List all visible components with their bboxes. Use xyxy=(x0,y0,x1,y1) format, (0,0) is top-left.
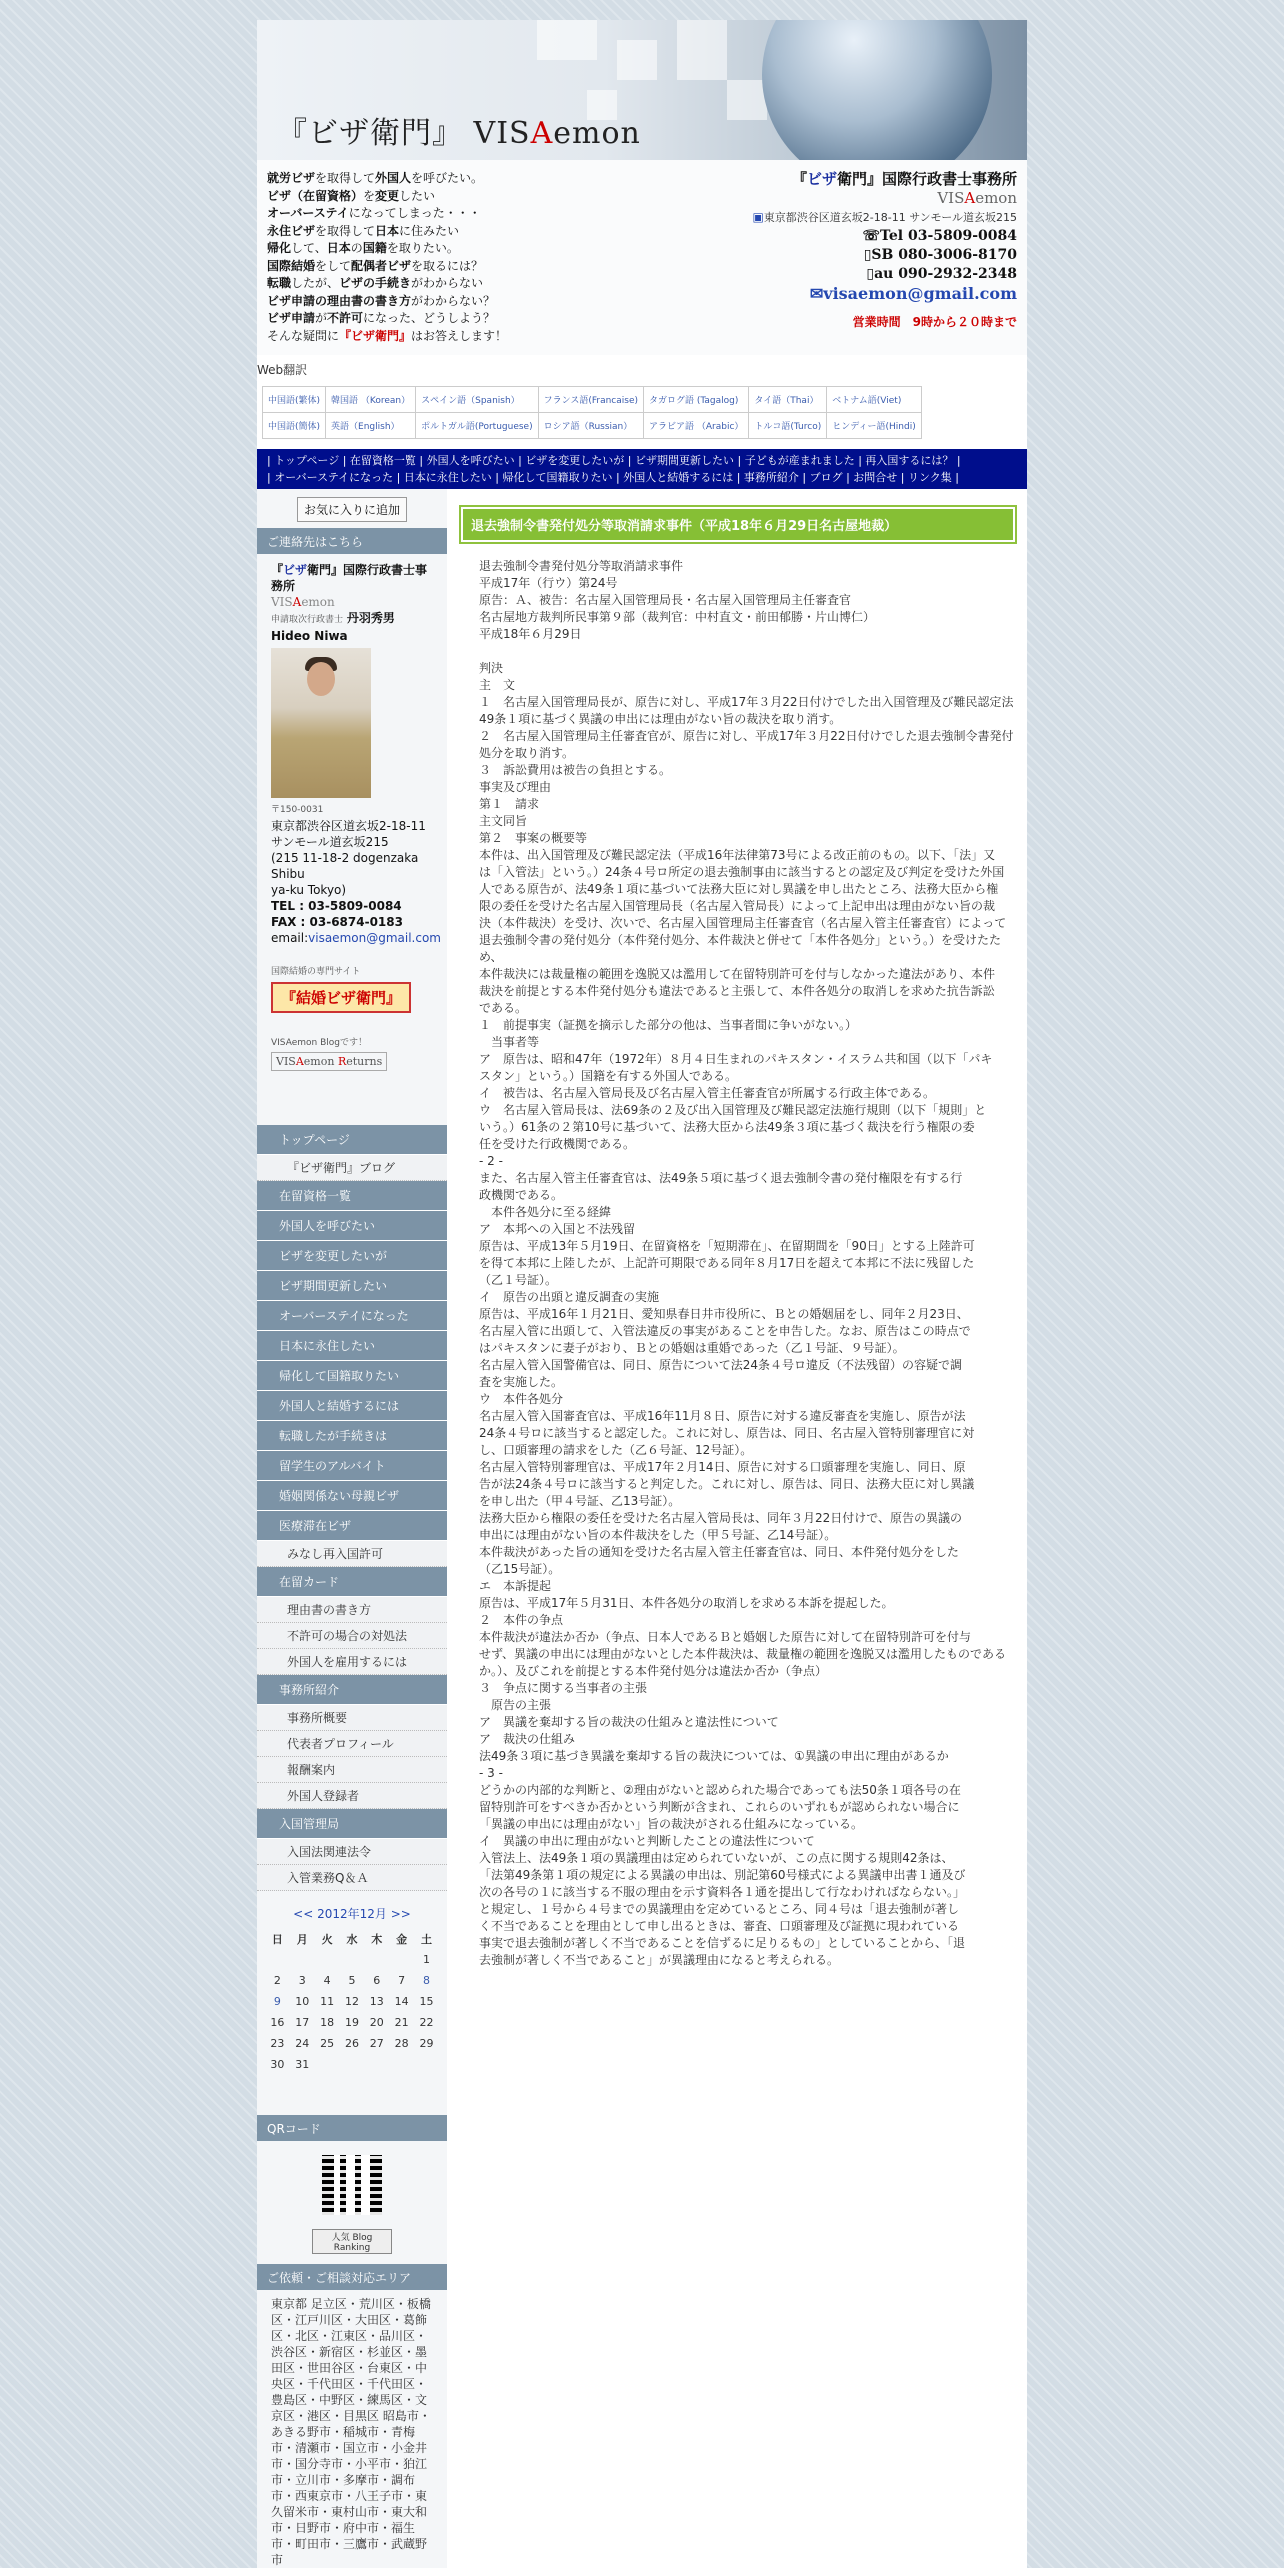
calendar-day: 20 xyxy=(369,2016,384,2029)
sidebar-menu-heading[interactable]: 外国人と結婚するには xyxy=(257,1391,447,1421)
calendar-day: 27 xyxy=(369,2037,384,2050)
sidebar-menu-heading[interactable]: 帰化して国籍取りたい xyxy=(257,1361,447,1391)
article-title-box xyxy=(459,505,1017,544)
web-translate-label: Web翻訳 xyxy=(257,363,308,377)
sidebar-menu-item[interactable]: 外国人を雇用するには xyxy=(257,1649,447,1675)
sidebar-menu-heading[interactable]: 入国管理局 xyxy=(257,1809,447,1839)
calendar xyxy=(265,1905,439,2075)
page xyxy=(257,20,1027,2568)
intro-text: 転職 xyxy=(267,276,292,290)
intro-text: になってしまった・・・ xyxy=(348,206,481,220)
intro-line xyxy=(267,275,717,293)
calendar-day: 1 xyxy=(423,1953,431,1966)
language-link[interactable]: ロシア語（Russian） xyxy=(538,413,643,439)
contact-address-0: 東京都渋谷区道玄坂2-18-11 xyxy=(271,819,426,833)
intro-text: そんな疑問に xyxy=(267,328,340,343)
sidebar-menu-heading[interactable]: 婚姻関係ない母親ビザ xyxy=(257,1481,447,1511)
sidebar-menu-heading[interactable]: 転職したが手続きは xyxy=(257,1421,447,1451)
site-title[interactable]: 『ビザ衛門』 VISAemon xyxy=(277,116,641,151)
sidebar-menu-heading[interactable]: トップページ xyxy=(257,1125,447,1155)
calendar-day: 22 xyxy=(419,2016,434,2029)
contact-zip: 〒150-0031 xyxy=(271,805,324,815)
service-area-text: 東京都 足立区・荒川区・板橋区・江戸川区・大田区・葛飾区・北区・江東区・品川区・渋谷区・新宿区・杉並区・墨田区・世田谷区・台東区・中央区・千代田区・千代田区・豊島区・中野区・練馬区・文京区・港区・目黒区 昭島市・あきる野市・稲城市・青梅市・清瀬市・国立市・小金井市・国分寺市・小平市・狛江市・立川市・多摩市・調布市・西東京市・八王子市・東久留米市・東村山市・東大和市・日野市・府中市・福生市・町田市・三鷹市・武蔵野市 xyxy=(271,2297,431,2567)
article-paragraph: 退去強制令書発付処分等取消請求事件 平成17年（行ウ）第24号 原告：Ａ、被告：名古屋入国管理局長・名古屋入国管理局主任審査官 名古屋地方裁判所民事第９部（裁判官：中村直文・前田郁勝・片山博仁） 平成18年６月29日 xyxy=(479,559,876,641)
intro-text: を取るには？ xyxy=(411,258,484,273)
mail-icon: ✉ xyxy=(809,284,824,303)
representative-photo xyxy=(271,648,371,798)
calendar-day: 31 xyxy=(295,2058,310,2071)
nav-line-2[interactable]: | オーバーステイになった | 日本に永住したい | 帰化して国籍取りたい | 外国人と結婚するには | 事務所紹介 | ブログ | お問合せ | リンク集 | xyxy=(267,471,959,484)
language-link[interactable]: タガログ語 (Tagalog) xyxy=(644,387,749,413)
intro-text: 不許可 xyxy=(327,311,364,325)
calendar-caption[interactable]: << 2012年12月 >> xyxy=(293,1907,411,1921)
intro-text: 帰化 xyxy=(267,241,292,255)
calendar-day xyxy=(315,2054,340,2075)
calendar-weekday: 日 xyxy=(271,1932,283,1946)
intro-text: をして xyxy=(315,258,352,273)
calendar-day: 24 xyxy=(295,2037,310,2050)
intro-text: 就労ビザ xyxy=(267,171,316,185)
calendar-day: 29 xyxy=(419,2037,434,2050)
article-body xyxy=(465,558,1017,1969)
contact-address-1: サンモール道玄坂215 xyxy=(271,835,389,849)
language-link[interactable]: ポルトガル語(Portuguese) xyxy=(416,413,538,439)
intro-line xyxy=(267,258,717,276)
intro-text: に住みたい xyxy=(399,223,460,238)
intro-section xyxy=(257,160,1027,355)
intro-text: したが、 xyxy=(291,276,340,290)
language-link[interactable]: 韓国語 （Korean） xyxy=(326,387,416,413)
calendar-day xyxy=(340,1949,365,1970)
intro-line xyxy=(267,223,717,241)
intro-text: はお答えします！ xyxy=(411,328,508,343)
sidebar-menu-heading[interactable]: 在留資格一覧 xyxy=(257,1181,447,1211)
calendar-day xyxy=(290,1949,315,1970)
sidebar-menu-item[interactable]: 報酬案内 xyxy=(257,1757,447,1783)
language-links xyxy=(262,386,922,439)
sidebar-menu-heading[interactable]: 日本に永住したい xyxy=(257,1331,447,1361)
article-paragraph: 判決 主 文 １ 名古屋入国管理局長が、原告に対し、平成17年３月22日付けでした出入国管理及び難民認定法 49条１項に基づく異議の申出には理由がない旨の裁決を取り消す。 ２ 名古屋入国管理局主任審査官が、原告に対し、平成17年３月22日付けでした退去強制令書発付 処分を取り消す。 ３ 訴訟費用は被告の負担とする。 事実及び理由 第１ 請求 主文同旨 第２ 事案の概要等 本件は、出入国管理及び難民認定法（平成16年法律第73号による改正前のもの。以下、「法」又 は「入管法」という。）24条４号ロ所定の退去強制事由に該当するとの認定及び判定を受けた外国 人である原告が、法49条１項に基づいて法務大臣に対し異議を申し出たところ、法務大臣から権 限の委任を受けた名古屋入国管理局長（名古屋入管局長）によって上記申出は理由がない旨の裁 決（本件裁決）を受け、次いで、名古屋入国管理局主任審査官（名古屋入管主任審査官）によって 退去強制令書の発付処分（本件発付処分、本件裁決と併せて「本件各処分」という。）を受けたため、 本件裁決には裁量権の範囲を逸脱又は濫用して在留特別許可を付与しなかった違法があり、本件 裁決を前提とする本件発付処分も違法であると主張して、本件各処分の取消しを求めた抗告訴訟 である。 １ 前提事実（証拠を摘示した部分の他は、当事者間に争いがない。） 当事者等 ア 原告は、昭和47年（1972年）８月４日生まれのパキスタン・イスラム共和国（以下「パキ スタン」という。）国籍を有する外国人である。 イ 被告は、名古屋入管局長及び名古屋入管主任審査官が所属する行政主体である。 ウ 名古屋入管局長は、法69条の２及び出入国管理及び難民認定法施行規則（以下「規則」と いう。）61条の２第10号に基づいて、法務大臣から法49条３項に基づく裁決を行う権限の委 任を受けた行政機関である。 - 2 - また、名古屋入管主任審査官は、法49条５項に基づく退去強制令書の発付権限を有する行 政機関である。 本件各処分に至る経緯 ア 本邦への入国と不法残留 原告は、平成13年５月19日、在留資格を「短期滞在」、在留期間を「90日」とする上陸許可 を得て本邦に上陸したが、上記許可期限である同年８月17日を超えて本邦に不法に残留した （乙１号証）。 イ 原告の出頭と違反調査の実施 原告は、平成16年１月21日、愛知県春日井市役所に、Ｂとの婚姻届をし、同年２月23日、 名古屋入管に出頭して、入管法違反の事実があることを申告した。なお、原告はこの時点で はパキスタンに妻子がおり、Ｂとの婚姻は重婚であった（乙１号証、９号証）。 名古屋入管入国警備官は、同日、原告について法24条４号ロ違反（不法残留）の容疑で調 査を実施した。 ウ 本件各処分 名古屋入管入国審査官は、平成16年11月８日、原告に対する違反審査を実施し、原告が法 24条４号ロに該当すると認定した。これに対し、原告は、同日、名古屋入管特別審理官に対 し、口頭審理の請求をした（乙６号証、12号証）。 名古屋入管特別審理官は、平成17年２月14日、原告に対する口頭審理を実施し、同日、原 告が法24条４号ロに該当すると判定した。これに対し、原告は、同日、法務大臣に対し異議 を申し出た（甲４号証、乙13号証）。 法務大臣から権限の委任を受けた名古屋入管局長は、同年３月22日付けで、原告の異議の 申出には理由がない旨の本件裁決をした（甲５号証、乙14号証）。 本件裁決があった旨の通知を受けた名古屋入管主任審査官は、同日、本件発付処分をした （乙15号証）。 エ 本訴提起 原告は、平成17年５月31日、本件各処分の取消しを求める本訴を提起した。 ２ 本件の争点 本件裁決が違法か否か（争点、日本人であるＢと婚姻した原告に対して在留特別許可を付与 せず、異議の申出には理由がないとした本件裁決は、裁量権の範囲を逸脱又は濫用したものである か。）、及びこれを前提とする本件発付処分は違法か否か（争点） ３ 争点に関する当事者の主張 原告の主張 ア 異議を棄却する旨の裁決の仕組みと違法性について ア 裁決の仕組み 法49条３項に基づき異議を棄却する旨の裁決については、①異議の申出に理由があるか - 3 - どうかの内部的な判断と、②理由がないと認められた場合であっても法50条１項各号の在 留特別許可をすべきか否かという判断が含まれ、これらのいずれもが認められない場合に 「異議の申出には理由がない」旨の裁決がされる仕組みになっている。 イ 異議の申出に理由がないと判断したことの違法性について 入管法上、法49条１項の異議理由は定められていないが、この点に関する規則42条は、 「法第49条第１項の規定による異議の申出は、別記第60号様式による異議申出書１通及び 次の各号の１に該当する不服の理由を示す資料各１通を提出して行なわければならない。」 と規定し、１号から４号までの異議理由を定めているところ、同４号は「退去強制が著し く不当であることを理由として申し出るときは、審査、口頭審理及び証拠に現われている 事実で退去強制が著しく不当であることを信ずるに足りるもの」としていることから、「退 去強制が著しく不当であること」が異議理由になると考えられる。 xyxy=(479,661,1014,1967)
calendar-day: 28 xyxy=(394,2037,409,2050)
sidebar-menu-heading[interactable]: オーバーステイになった xyxy=(257,1301,447,1331)
intro-text: して、 xyxy=(291,241,327,255)
calendar-day: 11 xyxy=(320,1995,335,2008)
blog-banner[interactable]: VISAemon Returns xyxy=(271,1052,387,1071)
sidebar-menu-item[interactable]: 入国法関連法令 xyxy=(257,1839,447,1865)
contact-email-link[interactable]: visaemon@gmail.com xyxy=(308,931,441,945)
intro-line xyxy=(267,170,717,188)
calendar-day: 13 xyxy=(369,1995,384,2008)
intro-text: がわからない xyxy=(411,276,484,290)
add-favorite-button[interactable]: お気に入りに追加 xyxy=(297,497,407,522)
calendar-weekday: 金 xyxy=(396,1932,408,1946)
calendar-day[interactable]: 8 xyxy=(423,1974,431,1987)
sidebar-menu-heading[interactable]: ビザを変更したいが xyxy=(257,1241,447,1271)
language-link[interactable]: フランス語(Francaise) xyxy=(538,387,643,413)
language-link[interactable]: スペイン語（Spanish） xyxy=(416,387,538,413)
calendar-weekday: 土 xyxy=(421,1932,433,1946)
intro-text: を xyxy=(363,188,376,203)
calendar-day: 19 xyxy=(344,2016,359,2029)
language-link[interactable]: 中国語(簡体) xyxy=(263,413,326,439)
calendar-day[interactable]: 9 xyxy=(273,1995,281,2008)
main-content xyxy=(447,489,1027,2568)
calendar-day: 30 xyxy=(270,2058,285,2071)
company-tel: ☏Tel 03-5809-0084 xyxy=(862,228,1017,244)
intro-line xyxy=(267,310,717,328)
sidebar-menu-item[interactable]: 外国人登録者 xyxy=(257,1783,447,1809)
calendar-day xyxy=(389,1949,414,1970)
calendar-day xyxy=(340,2054,365,2075)
calendar-day xyxy=(315,1949,340,1970)
calendar-day: 4 xyxy=(323,1974,331,1987)
calendar-weekday: 水 xyxy=(346,1932,358,1946)
company-name: 『ビザ衛門』国際行政書士事務所 xyxy=(791,170,1017,188)
nav-line-1[interactable]: | トップページ | 在留資格一覧 | 外国人を呼びたい | ビザを変更したいが | ビザ期間更新したい | 子どもが産まれました | 再入国するには？ | xyxy=(267,454,961,467)
contact-address-3: ya-ku Tokyo) xyxy=(271,883,347,897)
calendar-day xyxy=(364,1949,389,1970)
building-icon: ▣ xyxy=(752,210,764,224)
sidebar-menu-item[interactable]: 事務所概要 xyxy=(257,1705,447,1731)
intro-text: 国際結婚 xyxy=(267,258,316,273)
sidebar xyxy=(257,489,447,2568)
calendar-day xyxy=(389,2054,414,2075)
intro-text: 変更 xyxy=(375,188,400,203)
company-info xyxy=(717,170,1017,355)
sidebar-menu-heading[interactable]: ビザ期間更新したい xyxy=(257,1271,447,1301)
contact-address-2: (215 11-18-2 dogenzaka Shibu xyxy=(271,851,419,881)
contact-logo: VISAemon xyxy=(271,595,335,609)
sidebar-menu-item[interactable]: 『ビザ衛門』ブログ xyxy=(257,1155,447,1181)
qr-code-image xyxy=(322,2155,382,2215)
calendar-weekday: 火 xyxy=(321,1932,333,1946)
qr-heading: QRコード xyxy=(257,2115,447,2141)
contact-office-name: 『ビザ衛門』国際行政書士事務所 xyxy=(271,563,428,593)
sidebar-menu-item[interactable]: 代表者プロフィール xyxy=(257,1731,447,1757)
contact-info xyxy=(257,554,447,988)
calendar-day: 17 xyxy=(295,2016,310,2029)
intro-text: ビザ申請 xyxy=(267,311,316,325)
intro-text: ビザ（在留資格） xyxy=(267,188,364,203)
sidebar-menu-item[interactable]: みなし再入国許可 xyxy=(257,1541,447,1567)
article-title: 退去強制令書発付処分等取消請求事件（平成18年６月29日名古屋地裁） xyxy=(463,509,1013,540)
intro-text: オーバーステイ xyxy=(267,206,349,220)
blog-label: VISAemon Blogです！ xyxy=(271,1038,367,1048)
sidebar-menu-heading[interactable]: 外国人を呼びたい xyxy=(257,1211,447,1241)
intro-line xyxy=(267,205,717,223)
sidebar-menu-item[interactable]: 入管業務Q＆Ａ xyxy=(257,1865,447,1891)
intro-text: 配偶者ビザ xyxy=(351,258,412,273)
globe-image xyxy=(762,20,992,160)
contact-fax: FAX : 03-6874-0183 xyxy=(271,915,403,929)
calendar-day: 14 xyxy=(394,1995,409,2008)
marriage-site-banner[interactable]: 『結婚ビザ衛門』 xyxy=(271,982,411,1013)
intro-questions xyxy=(267,170,717,355)
intro-text: 永住ビザ xyxy=(267,223,316,238)
phone-icon: ☏ xyxy=(862,228,881,244)
intro-text: を取得して xyxy=(315,223,376,238)
mobile-icon: ▯ xyxy=(866,266,875,282)
calendar-day xyxy=(265,1949,290,1970)
contact-heading: ご連絡先はこちら xyxy=(257,528,447,554)
sidebar-menu-heading[interactable]: 医療滞在ビザ xyxy=(257,1511,447,1541)
intro-text: が xyxy=(315,311,328,325)
calendar-day: 18 xyxy=(320,2016,335,2029)
calendar-day: 23 xyxy=(270,2037,285,2050)
top-navigation xyxy=(257,449,1027,489)
site-banner xyxy=(257,20,1027,160)
calendar-weekday: 月 xyxy=(296,1932,308,1946)
intro-text: になった、どうしよう？ xyxy=(363,311,496,325)
contact-email: email:visaemon@gmail.com xyxy=(271,931,441,945)
marriage-site-label: 国際結婚の専門サイト xyxy=(271,967,361,977)
calendar-day: 12 xyxy=(344,1995,359,2008)
calendar-day: 25 xyxy=(320,2037,335,2050)
sidebar-menu-heading[interactable]: 在留カード xyxy=(257,1567,447,1597)
company-address: ▣東京都渋谷区道玄坂2-18-11 サンモール道玄坂215 xyxy=(752,210,1017,224)
contact-tel: TEL : 03-5809-0084 xyxy=(271,899,402,913)
calendar-day: 2 xyxy=(273,1974,281,1987)
sidebar-menu-heading[interactable]: 事務所紹介 xyxy=(257,1675,447,1705)
intro-text: 外国人 xyxy=(375,171,412,185)
intro-text: 日本 xyxy=(326,241,351,255)
intro-text: の xyxy=(350,241,363,255)
language-link[interactable]: トルコ語(Turco) xyxy=(749,413,827,439)
calendar-day xyxy=(364,2054,389,2075)
intro-text: を取得して xyxy=(315,171,376,185)
intro-line xyxy=(267,240,717,258)
intro-text: 『ビザ衛門』 xyxy=(339,328,412,343)
calendar-day: 6 xyxy=(373,1974,381,1987)
language-link[interactable]: アラビア語 （Arabic） xyxy=(644,413,749,439)
calendar-day xyxy=(414,2054,439,2075)
calendar-day: 21 xyxy=(394,2016,409,2029)
company-au: ▯au 090-2932-2348 xyxy=(866,266,1017,282)
intro-text: がわからない？ xyxy=(411,293,496,308)
language-link[interactable]: ヒンディー語(Hindi) xyxy=(827,413,922,439)
intro-text: 日本 xyxy=(375,223,400,238)
language-link[interactable]: 中国語(繁体) xyxy=(263,387,326,413)
sidebar-menu-item[interactable]: 不許可の場合の対処法 xyxy=(257,1623,447,1649)
intro-text: ビザの手続き xyxy=(339,276,412,290)
blog-ranking-banner[interactable]: 人気 Blog Ranking xyxy=(312,2229,392,2254)
contact-person-en: Hideo Niwa xyxy=(271,629,348,643)
calendar-day: 15 xyxy=(419,1995,434,2008)
language-link[interactable]: 英語（English） xyxy=(326,413,416,439)
company-logo: VISAemon xyxy=(937,189,1017,207)
intro-text: を取りたい。 xyxy=(386,241,459,255)
calendar-day: 10 xyxy=(295,1995,310,2008)
sidebar-menu-item[interactable]: 理由書の書き方 xyxy=(257,1597,447,1623)
area-heading: ご依頼・ご相談対応エリア xyxy=(257,2264,447,2290)
language-link[interactable]: タイ語（Thai） xyxy=(749,387,827,413)
calendar-weekday: 木 xyxy=(371,1932,383,1946)
calendar-day: 26 xyxy=(344,2037,359,2050)
intro-text: 国籍 xyxy=(362,241,387,255)
intro-line xyxy=(267,188,717,206)
calendar-day: 5 xyxy=(348,1974,356,1987)
contact-person: 申請取次行政書士 丹羽秀男 xyxy=(271,611,395,625)
intro-text: ビザ申請の理由書の書き方 xyxy=(267,293,412,308)
company-sb: ▯SB 080-3006-8170 xyxy=(863,247,1017,263)
sidebar-menu-heading[interactable]: 留学生のアルバイト xyxy=(257,1451,447,1481)
calendar-day: 16 xyxy=(270,2016,285,2029)
calendar-day: 3 xyxy=(298,1974,306,1987)
intro-text: したい xyxy=(399,188,436,203)
intro-line xyxy=(267,328,717,346)
intro-text: を呼びたい。 xyxy=(411,171,484,185)
intro-line xyxy=(267,293,717,311)
mobile-icon: ▯ xyxy=(863,247,872,263)
sidebar-menu xyxy=(257,1125,447,1891)
business-hours: 営業時間 9時から２０時まで xyxy=(852,315,1017,329)
company-email[interactable]: ✉visaemon@gmail.com xyxy=(809,284,1017,303)
calendar-day: 7 xyxy=(398,1974,406,1987)
language-link[interactable]: ベトナム語(Viet) xyxy=(827,387,922,413)
